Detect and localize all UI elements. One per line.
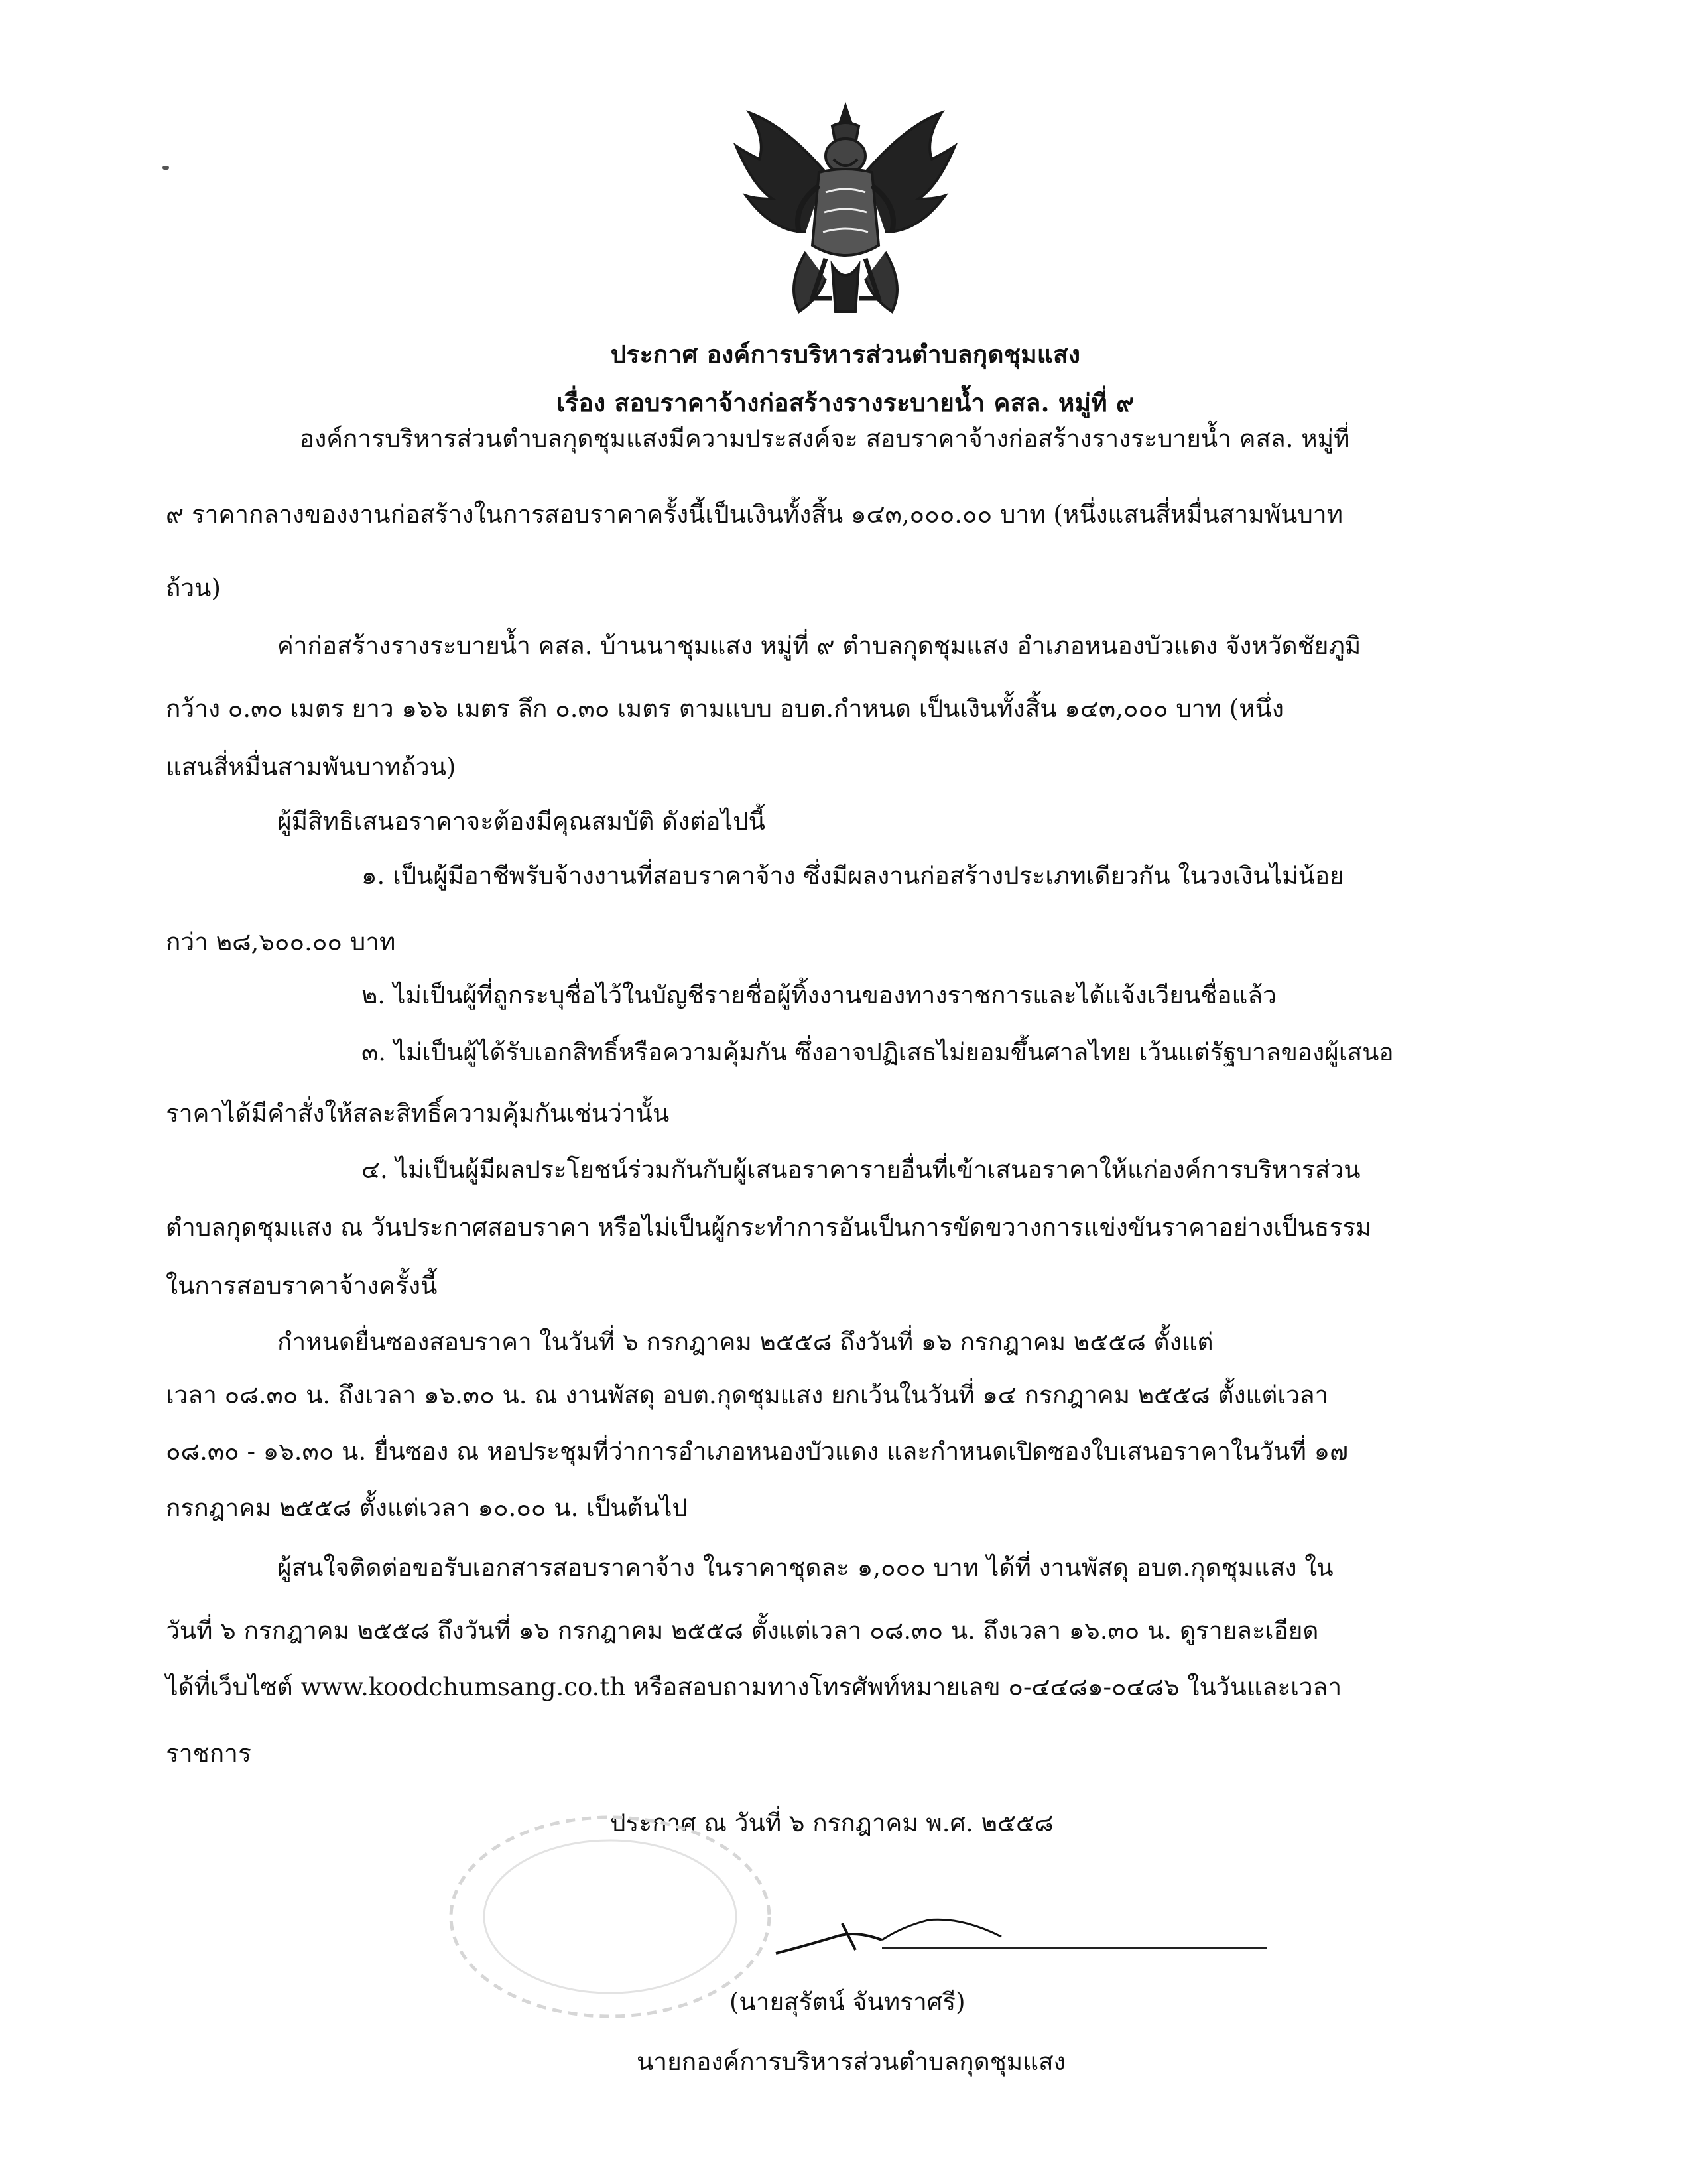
garuda-emblem-icon [726, 99, 965, 325]
paragraph-4-line-1: กำหนดยื่นซองสอบราคา ในวันที่ ๖ กรกฎาคม ๒๕๕๘ ถึงวันที่ ๑๖ กรกฎาคม ๒๕๕๘ ตั้งแต่ [277, 1328, 1214, 1356]
paragraph-4-line-3: ๐๘.๓๐ - ๑๖.๓๐ น. ยื่นซอง ณ หอประชุมที่ว่าการอำเภอหนองบัวแดง และกำหนดเปิดซองใบเสนอราคาในวันที่ ๑๗ [166, 1437, 1348, 1466]
qualification-3-line-1: ๓. ไม่เป็นผู้ได้รับเอกสิทธิ์หรือความคุ้มกัน ซึ่งอาจปฏิเสธไม่ยอมขึ้นศาลไทย เว้นแต่รัฐบาลของผู้เสนอ [361, 1038, 1394, 1066]
qualifications-heading: ผู้มีสิทธิเสนอราคาจะต้องมีคุณสมบัติ ดังต่อไปนี้ [277, 807, 765, 836]
paragraph-5-line-1: ผู้สนใจติดต่อขอรับเอกสารสอบราคาจ้าง ในราคาชุดละ ๑,๐๐๐ บาท ได้ที่ งานพัสดุ อบต.กุดชุมแสง ใน [277, 1553, 1334, 1582]
paragraph-2-line-3: แสนสี่หมื่นสามพันบาทถ้วน) [166, 753, 456, 781]
announcement-subject: เรื่อง สอบราคาจ้างก่อสร้างรางระบายน้ำ คสล. หมู่ที่ ๙ [556, 388, 1135, 417]
paragraph-5-line-2: วันที่ ๖ กรกฎาคม ๒๕๕๘ ถึงวันที่ ๑๖ กรกฎาคม ๒๕๕๘ ตั้งแต่เวลา ๐๘.๓๐ น. ถึงเวลา ๑๖.๓๐ น. ดูรายละเอียด [166, 1616, 1319, 1645]
qualification-1-line-1: ๑. เป็นผู้มีอาชีพรับจ้างงานที่สอบราคาจ้าง ซึ่งมีผลงานก่อสร้างประเภทเดียวกัน ในวงเงินไม่น้อย [361, 862, 1344, 890]
qualification-4-line-1: ๔. ไม่เป็นผู้มีผลประโยชน์ร่วมกันกับผู้เสนอราคารายอื่นที่เข้าเสนอราคาให้แก่องค์การบริหารส่วน [361, 1155, 1361, 1184]
paragraph-1-line-1: องค์การบริหารส่วนตำบลกุดชุมแสงมีความประสงค์จะ สอบราคาจ้างก่อสร้างรางระบายน้ำ คสล. หมู่ที่ [300, 424, 1350, 453]
paragraph-1-line-2: ๙ ราคากลางของงานก่อสร้างในการสอบราคาครั้งนี้เป็นเงินทั้งสิ้น ๑๔๓,๐๐๐.๐๐ บาท (หนึ่งแสนสี่หมื่นสามพันบาท [166, 500, 1344, 529]
signer-name: (นายสุรัตน์ จันทราศรี) [729, 1988, 966, 2016]
announcement-date: ประกาศ ณ วันที่ ๖ กรกฎาคม พ.ศ. ๒๕๕๘ [610, 1809, 1054, 1837]
paragraph-2-line-2: กว้าง ๐.๓๐ เมตร ยาว ๑๖๖ เมตร ลึก ๐.๓๐ เมตร ตามแบบ อบต.กำหนด เป็นเงินทั้งสิ้น ๑๔๓,๐๐๐ บาท (หนึ่ง [166, 694, 1284, 723]
paragraph-4-line-2: เวลา ๐๘.๓๐ น. ถึงเวลา ๑๖.๓๐ น. ณ งานพัสดุ อบต.กุดชุมแสง ยกเว้นในวันที่ ๑๔ กรกฎาคม ๒๕๕๘ ตั้งแต่เวลา [166, 1381, 1329, 1409]
paragraph-5-line-3: ได้ที่เว็บไซต์ www.koodchumsang.co.th หรือสอบถามทางโทรศัพท์หมายเลข ๐-๔๔๘๑-๐๔๘๖ ในวันและเวลา [166, 1673, 1342, 1701]
paragraph-1-line-3: ถ้วน) [166, 574, 221, 602]
scan-speck [162, 166, 169, 170]
paragraph-2-line-1: ค่าก่อสร้างรางระบายน้ำ คสล. บ้านนาชุมแสง หมู่ที่ ๙ ตำบลกุดชุมแสง อำเภอหนองบัวแดง จังหวัดชัยภูมิ [277, 631, 1361, 660]
announcement-title: ประกาศ องค์การบริหารส่วนตำบลกุดชุมแสง [610, 340, 1081, 369]
signer-position: นายกองค์การบริหารส่วนตำบลกุดชุมแสง [637, 2047, 1066, 2076]
qualification-2-line-1: ๒. ไม่เป็นผู้ที่ถูกระบุชื่อไว้ในบัญชีรายชื่อผู้ทิ้งงานของทางราชการและได้แจ้งเวียนชื่อแล้ว [361, 981, 1277, 1009]
qualification-3-line-2: ราคาได้มีคำสั่งให้สละสิทธิ์ความคุ้มกันเช่นว่านั้น [166, 1099, 670, 1127]
paragraph-5-line-4: ราชการ [166, 1739, 251, 1767]
qualification-4-line-3: ในการสอบราคาจ้างครั้งนี้ [166, 1271, 438, 1300]
qualification-4-line-2: ตำบลกุดชุมแสง ณ วันประกาศสอบราคา หรือไม่เป็นผู้กระทำการอันเป็นการขัดขวางการแข่งขันราคาอย่างเป็นธรรม [166, 1213, 1372, 1242]
handwritten-signature [763, 1913, 1041, 1966]
qualification-1-line-2: กว่า ๒๘,๖๐๐.๐๐ บาท [166, 928, 396, 956]
signature-line [882, 1947, 1267, 1949]
paragraph-4-line-4: กรกฎาคม ๒๕๕๘ ตั้งแต่เวลา ๑๐.๐๐ น. เป็นต้นไป [166, 1494, 688, 1522]
